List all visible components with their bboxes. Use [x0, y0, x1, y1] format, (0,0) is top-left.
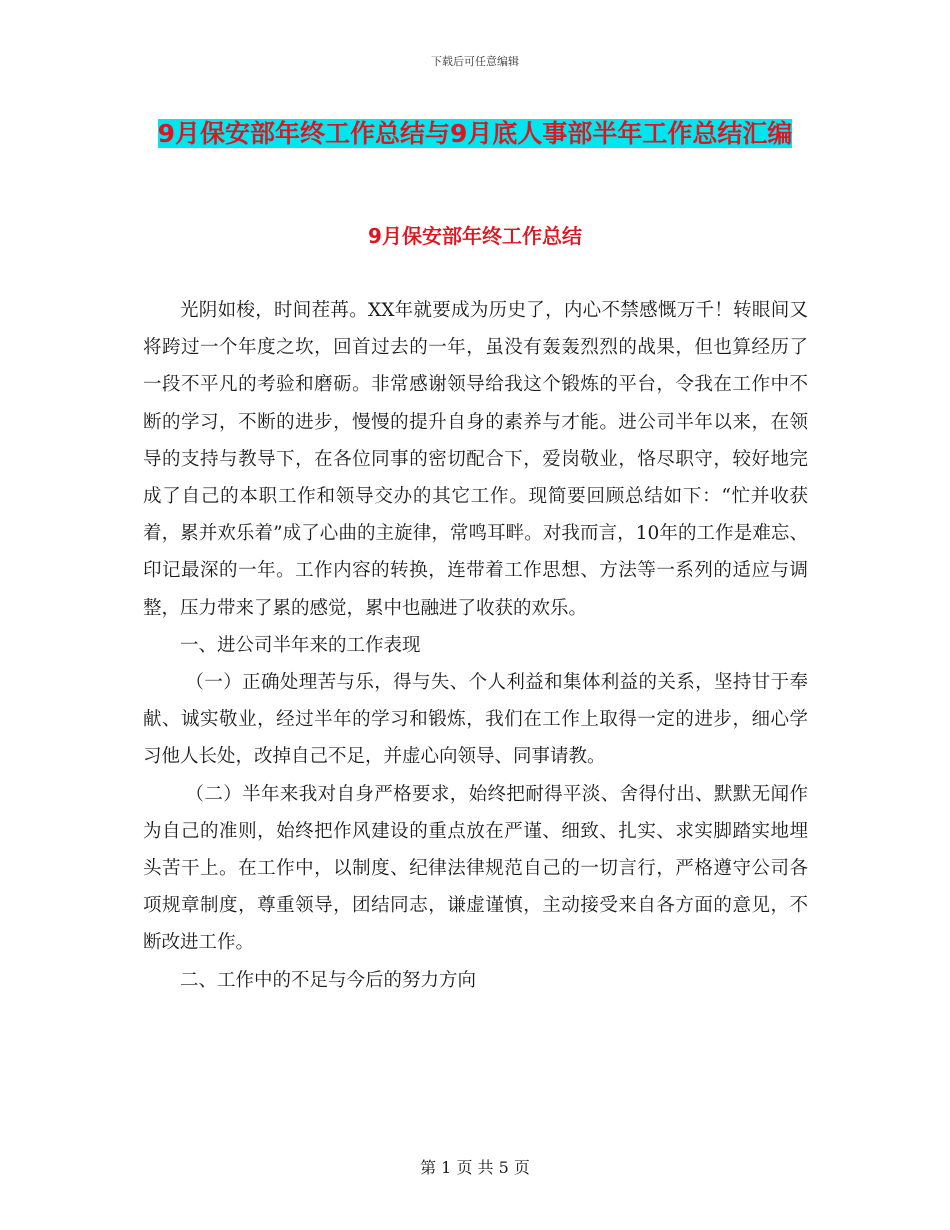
heading-section-2: 二、工作中的不足与今后的努力方向: [180, 969, 477, 991]
section-title: 9月保安部年终工作总结: [368, 224, 582, 248]
body-text: [143, 292, 808, 999]
page-footer: 第 1 页 共 5 页: [420, 1158, 530, 1177]
paragraph-intro: 光阴如梭，时间茬苒。XX年就要成为历史了，内心不禁感慨万千！转眼间又将跨过一个年度之坎，回首过去的一年，虽没有轰轰烈烈的战果，但也算经历了一段不平凡的考验和磨砺。非常感谢领导给我这个锻炼的平台，令我在工作中不断的学习，不断的进步，慢慢的提升自身的素养与才能。进公司半年以来，在领导的支持与教导下，在各位同事的密切配合下，爱岗敬业，恪尽职守，较好地完成了自己的本职工作和领导交办的其它工作。现简要回顾总结如下：“忙并收获着，累并欢乐着”成了心曲的主旋律，常鸣耳畔。对我而言，10年的工作是难忘、印记最深的一年。工作内容的转换，连带着工作思想、方法等一系列的适应与调整，压力带来了累的感觉，累中也融进了收获的欢乐。: [143, 300, 808, 619]
document-title: [140, 112, 810, 156]
header-note: 下载后可任意编辑: [431, 55, 519, 68]
document-title-text: 9月保安部年终工作总结与9月底人事部半年工作总结汇编: [157, 119, 793, 148]
paragraph-item-1: （一）正确处理苦与乐，得与失、个人利益和集体利益的关系，坚持甘于奉献、诚实敬业，经过半年的学习和锻炼，我们在工作上取得一定的进步，细心学习他人长处，改掉自己不足，并虚心向领导、同事请教。: [143, 672, 808, 768]
paragraph-item-2: （二）半年来我对自身严格要求，始终把耐得平淡、舍得付出、默默无闻作为自己的准则，始终把作风建设的重点放在严谨、细致、扎实、求实脚踏实地埋头苦干上。在工作中，以制度、纪律法律规范自己的一切言行，严格遵守公司各项规章制度，尊重领导，团结同志，谦虚谨慎，主动接受来自各方面的意见，不断改进工作。: [143, 783, 808, 954]
heading-section-1: 一、进公司半年来的工作表现: [180, 634, 421, 656]
